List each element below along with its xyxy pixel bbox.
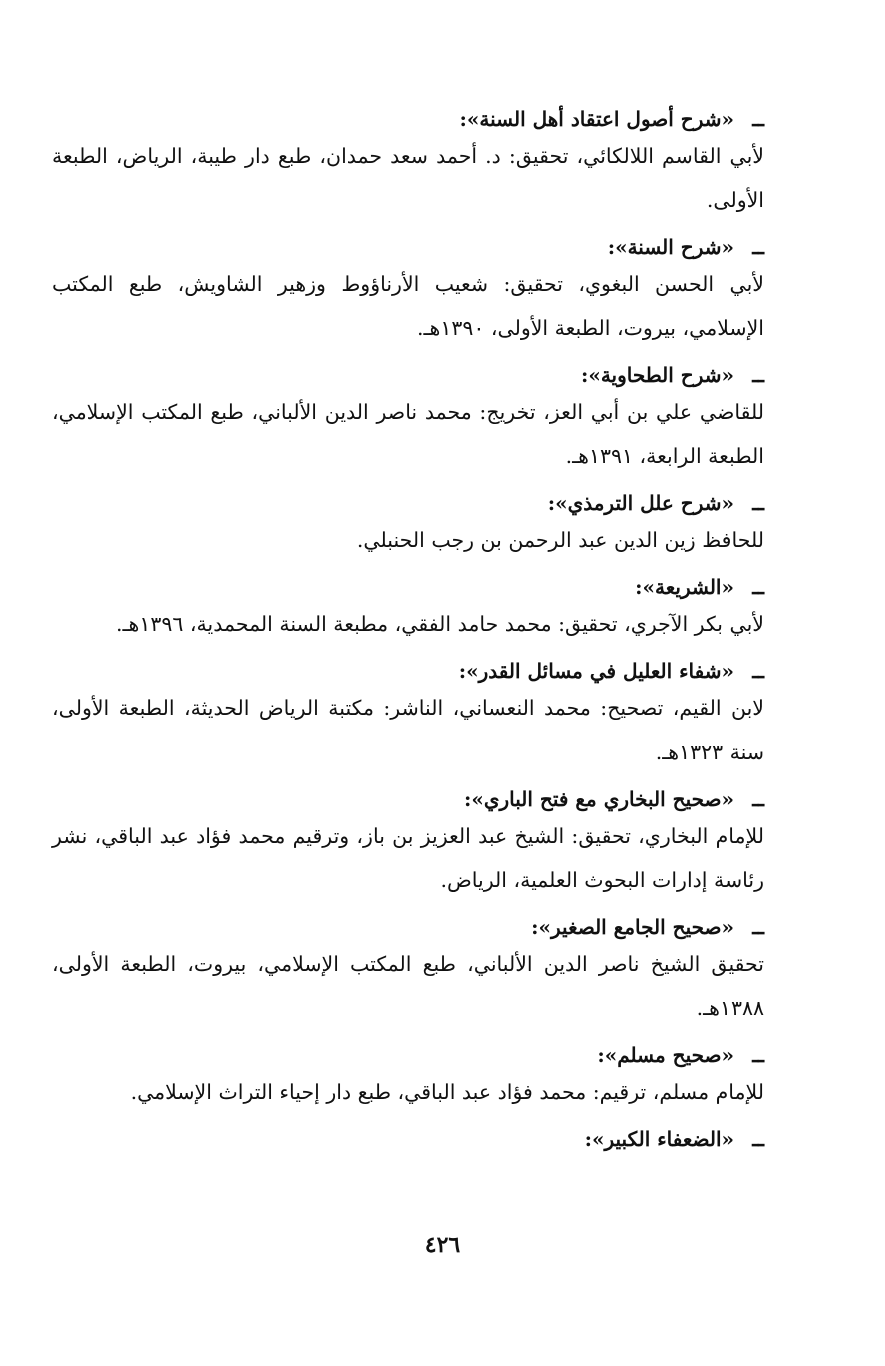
entry-title-line [52, 912, 764, 942]
entry-title-line [52, 104, 764, 134]
entry-description: للقاضي علي بن أبي العز، تخريج: محمد ناصر الدين الألباني، طبع المكتب الإسلامي، الطبعة الرابعة، ١٣٩١هـ. [52, 400, 764, 468]
entry-title: «شرح الطحاوية»: [580, 363, 734, 387]
entry-title-line [52, 1124, 764, 1154]
entry-title: «شرح أصول اعتقاد أهل السنة»: [459, 107, 734, 131]
entry-title-line [52, 232, 764, 262]
bibliography-entry [52, 572, 764, 646]
bibliography-entry [52, 912, 764, 1030]
page-number: ٤٢٦ [424, 1232, 461, 1258]
entry-title-line [52, 784, 764, 814]
entry-title: «صحيح مسلم»: [597, 1043, 734, 1067]
dash-marker: ــ [752, 915, 764, 939]
dash-marker: ــ [752, 1043, 764, 1067]
bibliography-entry [52, 488, 764, 562]
entry-title: «صحيح الجامع الصغير»: [531, 915, 734, 939]
entry-description: تحقيق الشيخ ناصر الدين الألباني، طبع المكتب الإسلامي، بيروت، الطبعة الأولى، ١٣٨٨هـ. [52, 952, 764, 1020]
bibliography-entry [52, 656, 764, 774]
bibliography-list [52, 104, 764, 1154]
bibliography-entry [52, 232, 764, 350]
dash-marker: ــ [752, 235, 764, 259]
dash-marker: ــ [752, 363, 764, 387]
entry-description: للحافظ زين الدين عبد الرحمن بن رجب الحنبلي. [356, 528, 764, 552]
entry-title-line [52, 656, 764, 686]
bibliography-entry [52, 104, 764, 222]
entry-title: «الضعفاء الكبير»: [584, 1127, 734, 1151]
dash-marker: ــ [752, 787, 764, 811]
entry-title-line [52, 1040, 764, 1070]
dash-marker: ــ [752, 575, 764, 599]
entry-description: لابن القيم، تصحيح: محمد النعساني، الناشر: مكتبة الرياض الحديثة، الطبعة الأولى، سنة ١٣٢٣هـ. [52, 696, 764, 764]
entry-description: للإمام مسلم، ترقيم: محمد فؤاد عبد الباقي، طبع دار إحياء التراث الإسلامي. [130, 1080, 764, 1104]
dash-marker: ــ [752, 491, 764, 515]
entry-description: لأبي القاسم اللالكائي، تحقيق: د. أحمد سعد حمدان، طبع دار طيبة، الرياض، الطبعة الأولى. [52, 144, 764, 212]
entry-title-line [52, 360, 764, 390]
entry-title-line [52, 488, 764, 518]
bibliography-entry [52, 1040, 764, 1114]
bibliography-entry [52, 1124, 764, 1154]
bibliography-entry [52, 360, 764, 478]
entry-description: لأبي بكر الآجري، تحقيق: محمد حامد الفقي، مطبعة السنة المحمدية، ١٣٩٦هـ. [116, 612, 764, 636]
entry-title: «شرح علل الترمذي»: [547, 491, 734, 515]
dash-marker: ــ [752, 1127, 764, 1151]
entry-title: «شفاء العليل في مسائل القدر»: [458, 659, 734, 683]
entry-title: «الشريعة»: [635, 575, 734, 599]
dash-marker: ــ [752, 107, 764, 131]
bibliography-entry [52, 784, 764, 902]
entry-description: للإمام البخاري، تحقيق: الشيخ عبد العزيز بن باز، وترقيم محمد فؤاد عبد الباقي، نشر رئاسة إدارات البحوث العلمية، الرياض. [52, 824, 764, 892]
entry-title-line [52, 572, 764, 602]
entry-description: لأبي الحسن البغوي، تحقيق: شعيب الأرناؤوط وزهير الشاويش، طبع المكتب الإسلامي، بيروت، الطبعة الأولى، ١٣٩٠هـ. [52, 272, 764, 340]
dash-marker: ــ [752, 659, 764, 683]
entry-title: «صحيح البخاري مع فتح الباري»: [463, 787, 734, 811]
entry-title: «شرح السنة»: [607, 235, 734, 259]
